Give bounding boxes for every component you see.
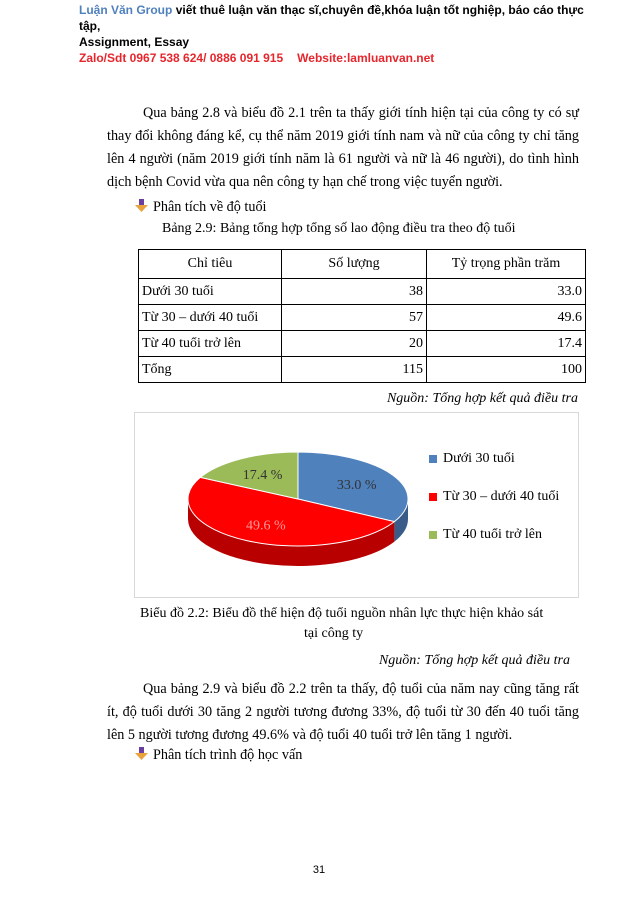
table-cell: 33.0 (427, 279, 586, 305)
section-education-heading (134, 745, 302, 765)
legend-swatch (429, 531, 437, 539)
pie-chart-svg (135, 413, 425, 597)
legend-item (429, 449, 559, 469)
pie-data-label: 33.0 % (336, 478, 377, 494)
table-cell: Tổng (139, 357, 282, 383)
chart-caption-line1: Biểu đồ 2.2: Biểu đồ thể hiện độ tuổi nguồn nhân lực thực hiện khảo sát (140, 606, 544, 621)
table-row (139, 331, 586, 357)
table-cell: 115 (282, 357, 427, 383)
table-header-row (139, 250, 586, 279)
legend-label: Dưới 30 tuổi (443, 451, 515, 466)
section-age-heading (134, 197, 267, 217)
table-header-cell: Số lượng (282, 250, 427, 279)
table-header-cell: Tỷ trọng phần trăm (427, 250, 586, 279)
table-cell: 100 (427, 357, 586, 383)
table-caption: Bảng 2.9: Bảng tổng hợp tổng số lao động điều tra theo độ tuổi (162, 221, 516, 236)
table-cell: Từ 30 – dưới 40 tuổi (139, 305, 282, 331)
table-cell: Dưới 30 tuổi (139, 279, 282, 305)
table-cell: 17.4 (427, 331, 586, 357)
paragraph-age-analysis: Qua bảng 2.9 và biểu đồ 2.2 trên ta thấy, độ tuổi của năm nay cũng tăng rất ít, độ tuổi dưới 30 tăng 2 người tương đương 33%, độ tuổi từ 30 đến 40 tuổi tăng lên 5 người tương đương 49.6% và độ tuổi 40 tuổi trở lên tăng 1 người. (107, 681, 579, 743)
table-source: Nguồn: Tổng hợp kết quả điều tra (386, 391, 578, 406)
header-website: Website:lamluanvan.net (297, 51, 435, 65)
chart-source: Nguồn: Tổng hợp kết quả điều tra (378, 653, 570, 668)
chart-caption-line2: tại công ty (304, 626, 364, 641)
chart-caption (140, 604, 590, 644)
age-pie-chart (134, 412, 579, 598)
table-cell: 49.6 (427, 305, 586, 331)
chart-legend (429, 449, 559, 563)
legend-swatch (429, 493, 437, 501)
section-age-label: Phân tích về độ tuổi (153, 199, 267, 215)
header-tagline: viết thuê luận văn thạc sĩ,chuyên đề,khóa luận tốt nghiệp, báo cáo thực tập, (79, 3, 584, 33)
brand-name: Luận Văn Group (79, 3, 173, 17)
page-header (79, 2, 599, 66)
age-table (138, 249, 586, 383)
down-arrow-icon (134, 747, 149, 761)
pie-data-label: 17.4 % (242, 468, 283, 484)
pie-data-label: 49.6 % (246, 518, 286, 534)
table-cell: Từ 40 tuổi trở lên (139, 331, 282, 357)
header-tagline-2: Assignment, Essay (79, 35, 190, 49)
header-contact: Zalo/Sdt 0967 538 624/ 0886 091 915 (79, 51, 284, 65)
table-row (139, 279, 586, 305)
table-header-cell: Chỉ tiêu (139, 250, 282, 279)
page-number: 31 (312, 864, 326, 876)
table-row (139, 305, 586, 331)
table-cell: 57 (282, 305, 427, 331)
table-cell: 20 (282, 331, 427, 357)
legend-label: Từ 30 – dưới 40 tuổi (443, 489, 560, 504)
legend-label: Từ 40 tuổi trở lên (443, 527, 542, 542)
legend-item (429, 487, 559, 507)
section-education-label: Phân tích trình độ học vấn (153, 747, 303, 763)
table-cell: 38 (282, 279, 427, 305)
table-row (139, 357, 586, 383)
legend-item (429, 525, 559, 545)
paragraph-gender-analysis: Qua bảng 2.8 và biểu đồ 2.1 trên ta thấy giới tính hiện tại của công ty có sự thay đổi không đáng kể, cụ thể năm 2019 giới tính nam và nữ của công ty chỉ tăng lên 4 người (năm 2019 giới tính năm là 61 người và nữ là 46 người), do tình hình dịch bệnh Covid vừa qua nên công ty hạn chế trong việc tuyển người. (107, 105, 579, 190)
down-arrow-icon (134, 199, 149, 213)
legend-swatch (429, 455, 437, 463)
